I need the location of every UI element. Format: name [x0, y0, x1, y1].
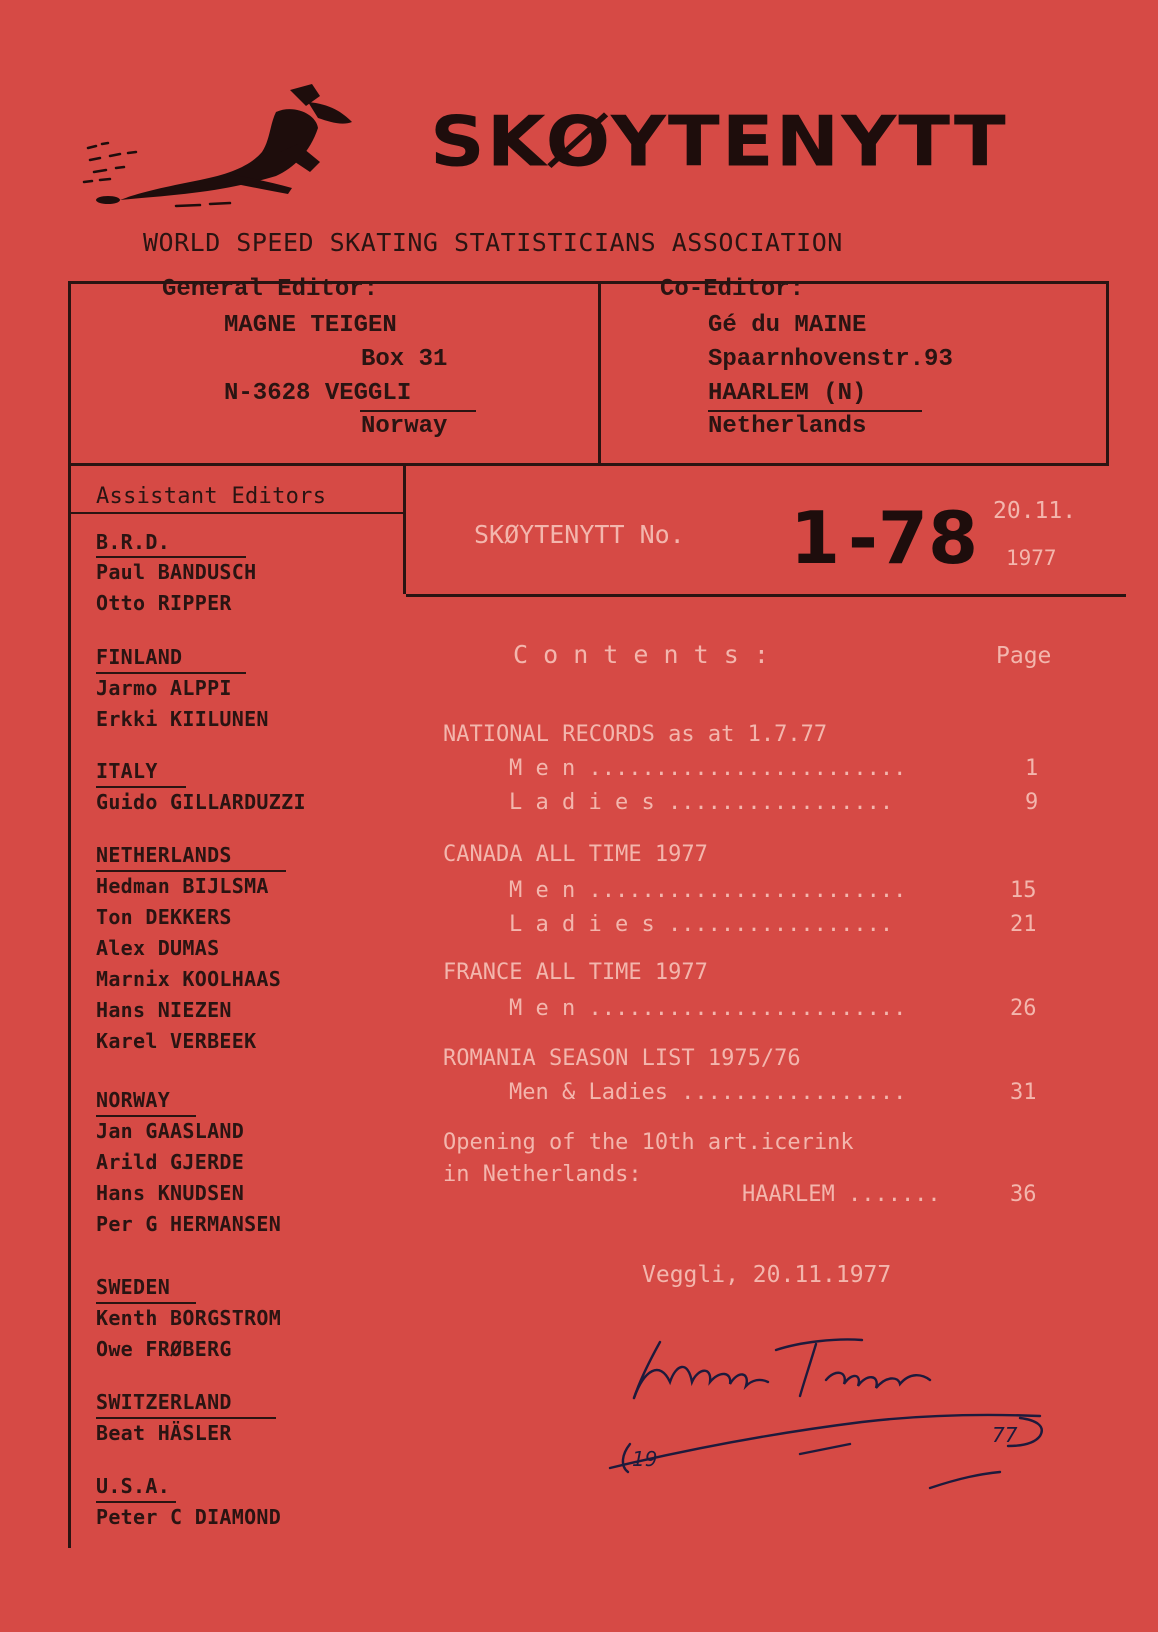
masthead-title: SKØYTENYTT: [430, 100, 1008, 182]
toc-section-title: ROMANIA SEASON LIST 1975/76: [443, 1046, 801, 1071]
editor-name: Alex DUMAS: [96, 936, 220, 960]
editor-name: Per G HERMANSEN: [96, 1212, 282, 1236]
co-editor-city: HAARLEM (N): [708, 380, 867, 407]
issue-date-year: 1977: [1006, 546, 1057, 570]
general-editor-heading: General Editor:: [162, 276, 379, 303]
country-heading: SWEDEN: [96, 1275, 171, 1299]
place-date: Veggli, 20.11.1977: [642, 1262, 892, 1288]
editor-name: Arild GJERDE: [96, 1150, 245, 1174]
toc-section-title: CANADA ALL TIME 1977: [443, 842, 708, 867]
toc-entry-page: 31: [1010, 1080, 1037, 1105]
issue-label: SKØYTENYTT No.: [474, 520, 685, 549]
editor-name: Kenth BORGSTROM: [96, 1306, 282, 1330]
toc-opening-page: 36: [1010, 1182, 1037, 1207]
stamp-right: 77: [992, 1423, 1018, 1447]
country-heading: B.R.D.: [96, 530, 171, 554]
editor-name: Ton DEKKERS: [96, 905, 232, 929]
co-editor-name: Gé du MAINE: [708, 312, 867, 339]
toc-entry-label: Men & Ladies .................: [509, 1080, 907, 1105]
co-editor-street: Spaarnhovenstr.93: [708, 346, 953, 373]
contents-page-label: Page: [996, 643, 1052, 669]
toc-entry-label: M e n ........................: [509, 878, 907, 903]
country-heading: SWITZERLAND: [96, 1390, 232, 1414]
issue-year: -78: [848, 496, 979, 580]
toc-entry-label: M e n ........................: [509, 756, 907, 781]
toc-opening-line1: Opening of the 10th art.icerink: [443, 1130, 854, 1155]
association-name: WORLD SPEED SKATING STATISTICIANS ASSOCIATION: [143, 228, 843, 257]
editor-name: Jarmo ALPPI: [96, 676, 232, 700]
toc-entry-page: 26: [1010, 996, 1037, 1021]
stamp-left: 19: [632, 1447, 658, 1471]
editors-box-right: [1106, 281, 1109, 466]
general-editor-city-rule: [360, 410, 476, 412]
editors-box-divider: [598, 281, 601, 466]
assistant-editors-heading: Assistant Editors: [96, 484, 327, 509]
editor-name: Hans KNUDSEN: [96, 1181, 245, 1205]
toc-section-title: NATIONAL RECORDS as at 1.7.77: [443, 722, 828, 747]
country-heading: FINLAND: [96, 645, 183, 669]
country-heading: U.S.A.: [96, 1474, 171, 1498]
toc-opening-line2: in Netherlands:: [443, 1162, 642, 1187]
toc-section-title: FRANCE ALL TIME 1977: [443, 960, 708, 985]
skater-logo: [80, 82, 360, 212]
editor-name: Peter C DIAMOND: [96, 1505, 282, 1529]
editors-box-left: [68, 281, 71, 1548]
country-heading: NORWAY: [96, 1088, 171, 1112]
editor-name: Beat HÄSLER: [96, 1421, 232, 1445]
editor-name: Paul BANDUSCH: [96, 560, 257, 584]
general-editor-box: Box 31: [361, 346, 448, 373]
co-editor-heading: Co-Editor:: [660, 276, 805, 303]
assistant-column-rule: [403, 466, 406, 594]
editor-name: Hedman BIJLSMA: [96, 874, 269, 898]
editor-name: Hans NIEZEN: [96, 998, 232, 1022]
toc-entry-label: L a d i e s .................: [509, 790, 894, 815]
editor-name: Erkki KIILUNEN: [96, 707, 269, 731]
editors-box-bottom: [68, 463, 1108, 466]
editor-name: Marnix KOOLHAAS: [96, 967, 282, 991]
toc-entry-page: 15: [1010, 878, 1037, 903]
general-editor-name: MAGNE TEIGEN: [224, 312, 397, 339]
toc-entry-label: M e n ........................: [509, 996, 907, 1021]
toc-entry-label: L a d i e s .................: [509, 912, 894, 937]
toc-opening-entry: HAARLEM .......: [742, 1182, 941, 1207]
toc-entry-page: 21: [1010, 912, 1037, 937]
co-editor-country: Netherlands: [708, 413, 867, 440]
contents-heading: C o n t e n t s :: [513, 640, 769, 669]
signature: [600, 1320, 1120, 1490]
country-heading: NETHERLANDS: [96, 843, 232, 867]
general-editor-country: Norway: [361, 413, 448, 440]
general-editor-city: N-3628 VEGGLI: [224, 380, 412, 407]
editor-name: Guido GILLARDUZZI: [96, 790, 306, 814]
country-heading: ITALY: [96, 759, 158, 783]
editor-name: Owe FRØBERG: [96, 1337, 232, 1361]
co-editor-city-rule: [708, 410, 922, 412]
editor-name: Karel VERBEEK: [96, 1029, 257, 1053]
issue-date-day: 20.11.: [993, 498, 1077, 524]
toc-entry-page: 1: [1025, 756, 1039, 781]
issue-number: 1: [790, 496, 841, 580]
issue-header-rule: [406, 594, 1126, 597]
editor-name: Otto RIPPER: [96, 591, 232, 615]
toc-entry-page: 9: [1025, 790, 1039, 815]
editor-name: Jan GAASLAND: [96, 1119, 245, 1143]
assistant-heading-rule: [70, 512, 404, 514]
